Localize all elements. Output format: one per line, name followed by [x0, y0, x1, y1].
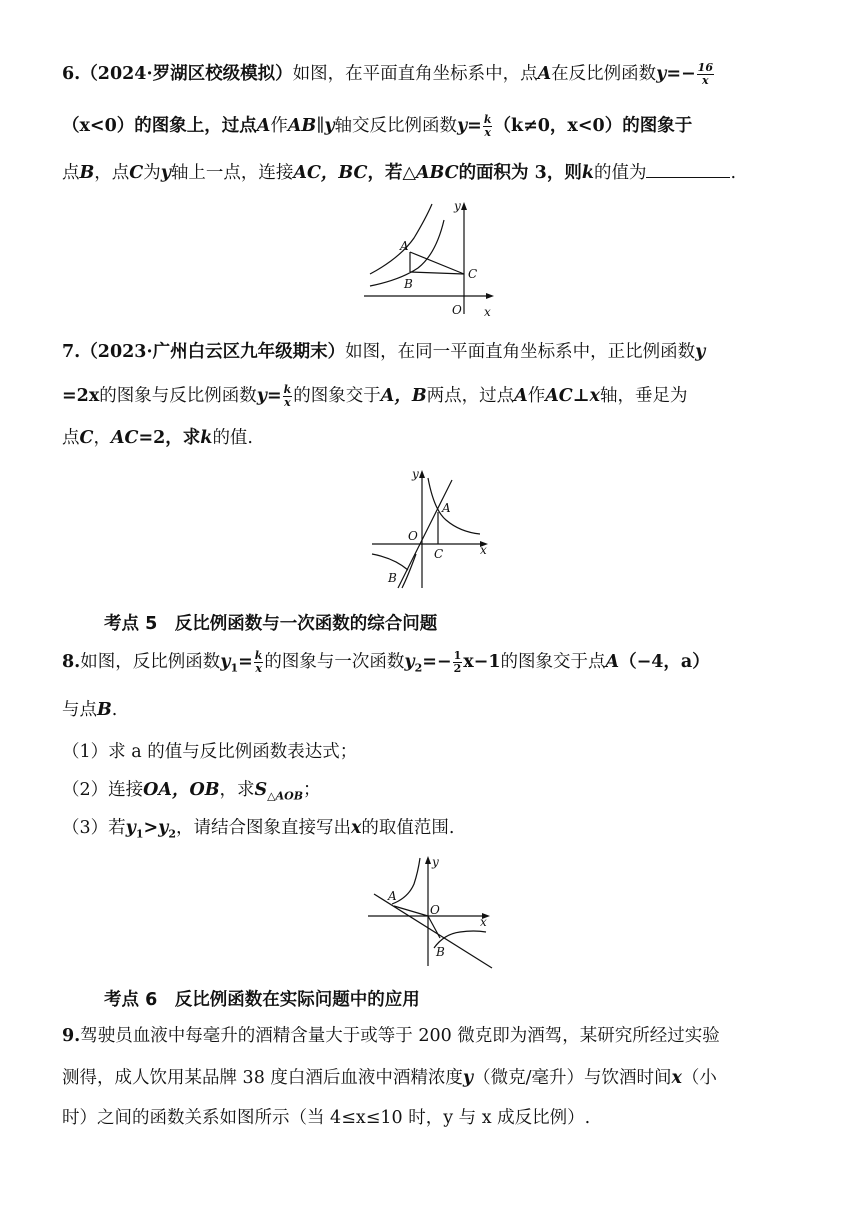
q7-text: 点 — [62, 428, 80, 448]
q7-func-fraction — [283, 384, 293, 409]
q6-text: 点 — [62, 163, 80, 183]
q9-text: 驾驶员血液中每毫升的酒精含量大于或等于 200 微克即为酒驾，某研究所经过实验 — [80, 1026, 720, 1046]
q6-text: 的值为 — [593, 163, 647, 183]
q6-text: 轴交反比例函数 — [334, 116, 457, 136]
y-axis-arrow — [419, 470, 425, 478]
label-B: B — [404, 277, 413, 291]
denominator: x — [484, 126, 491, 139]
q6-text: （k≠0，x<0）的图象于 — [493, 116, 693, 136]
label-A: A — [442, 501, 451, 515]
q8-figure — [364, 852, 496, 972]
numerator: k — [283, 383, 292, 396]
q9-text: （小 — [681, 1068, 717, 1088]
label-A: A — [388, 889, 397, 903]
q6-func2-fraction — [483, 114, 493, 139]
q7-func: =2x — [62, 386, 100, 406]
label-C: C — [468, 267, 478, 281]
q6-line-2 — [62, 114, 692, 139]
y2-var: y — [158, 818, 169, 838]
q6-text: ，点 — [94, 163, 130, 183]
triangle-ABC: ABC — [415, 163, 459, 183]
segment-OA — [394, 906, 428, 916]
q9-text: （微克/毫升）与饮酒时间 — [473, 1068, 672, 1088]
point-A: A — [256, 116, 271, 136]
denominator: x — [284, 396, 291, 409]
k-var: k — [581, 163, 594, 183]
q8-text: ，求 — [219, 780, 255, 800]
label-B: B — [388, 571, 397, 585]
numerator: k — [483, 113, 492, 126]
q8-part-3 — [62, 816, 454, 847]
q8-text: （2）连接 — [62, 780, 144, 800]
area-subscript: △AOB — [267, 789, 304, 803]
point-B: B — [97, 700, 112, 720]
q8-part-1: （1）求 a 的值与反比例函数表达式； — [62, 742, 358, 762]
q6-figure — [360, 196, 500, 322]
q7-text: 的值. — [212, 428, 254, 448]
q8-text: 与点 — [62, 700, 97, 720]
q9-line-3: 时）之间的函数关系如图所示（当 4≤x≤10 时，y 与 x 成反比例）. — [62, 1108, 591, 1128]
q6-number: 6. — [62, 64, 81, 84]
equals: = — [238, 652, 253, 672]
q6-line-1 — [62, 62, 715, 87]
y2-var: y — [404, 652, 415, 672]
q6-text: 轴上一点，连接 — [170, 163, 294, 183]
label-C: C — [434, 547, 444, 561]
q7-text: 的图象交于 — [293, 386, 381, 406]
half-fraction — [453, 650, 463, 675]
answer-blank — [646, 160, 730, 178]
label-x: x — [480, 543, 487, 557]
point-A: A — [605, 652, 620, 672]
greater-than: > — [143, 818, 159, 838]
q6-source: （2024·罗湖区校级模拟） — [80, 64, 293, 84]
q8-text: 如图，反比例函数 — [80, 652, 221, 672]
label-O: O — [430, 903, 440, 917]
equals-minus: =− — [422, 652, 452, 672]
q7-source: （2023·广州白云区九年级期末） — [80, 342, 346, 362]
y1-var: y — [220, 652, 231, 672]
q8-text: ； — [303, 780, 321, 800]
q9-line-2 — [62, 1066, 717, 1090]
q7-text: 的图象与反比例函数 — [99, 386, 257, 406]
q8-text: 的图象与一次函数 — [264, 652, 405, 672]
q7-line-2 — [62, 384, 687, 409]
q8-text: . — [111, 700, 118, 720]
q7-number: 7. — [62, 342, 81, 362]
q6-text: 为 — [143, 163, 161, 183]
parallel-symbol: ∥ — [316, 116, 325, 136]
perp-AC: AC⊥x — [545, 386, 600, 406]
q7-text: ， — [93, 428, 111, 448]
q8-func-fraction — [254, 650, 264, 675]
label-x: x — [484, 305, 491, 319]
subscript: 1 — [230, 661, 239, 675]
q6-func2-lhs: y= — [457, 116, 482, 136]
point-A: A — [514, 386, 528, 406]
y-axis-arrow — [425, 856, 431, 864]
q6-text: . — [730, 163, 737, 183]
label-B: B — [436, 945, 445, 959]
segment-AC: AC — [110, 428, 139, 448]
q8-line-2 — [62, 698, 117, 722]
point-B: B — [79, 163, 95, 183]
q8-number: 8. — [62, 652, 81, 672]
hyperbola-branch-2b — [372, 554, 408, 570]
q6-text: （x<0）的图象上，过点 — [62, 116, 257, 136]
q7-text: 如图，在同一平面直角坐标系中，正比例函数 — [345, 342, 696, 362]
hyperbola-branch-1 — [428, 478, 480, 534]
q7-text: 两点，过点 — [426, 386, 515, 406]
q8-text: ，请结合图象直接写出 — [175, 818, 351, 838]
q6-text: 作 — [270, 116, 288, 136]
point-A-coords: （−4，a） — [619, 652, 710, 672]
q8-text: 的取值范围. — [361, 818, 455, 838]
points-A-B: A，B — [380, 386, 427, 406]
q8-text: 的图象交于点 — [500, 652, 606, 672]
x-var: x — [350, 818, 362, 838]
q6-text: 在反比例函数 — [551, 64, 657, 84]
linear-expr: x−1 — [463, 652, 501, 672]
point-C: C — [129, 163, 144, 183]
numerator: 16 — [697, 61, 713, 74]
y-var: y — [462, 1068, 474, 1088]
numerator: 1 — [453, 649, 462, 662]
q7-text: 作 — [527, 386, 546, 406]
q8-text: （3）若 — [62, 818, 126, 838]
hyperbola-branch-2a — [402, 554, 416, 588]
line-y-2x — [398, 480, 452, 588]
y-var: y — [324, 116, 335, 136]
q6-line-3 — [62, 160, 736, 185]
q7-text: 轴，垂足为 — [599, 386, 688, 406]
numerator: k — [254, 649, 263, 662]
label-O: O — [452, 303, 462, 317]
q6-text: 的面积为 3，则 — [458, 163, 582, 183]
q9-number: 9. — [62, 1026, 81, 1046]
section-6-heading: 考点 6 反比例函数在实际问题中的应用 — [104, 990, 420, 1010]
y-axis-arrow — [461, 202, 467, 210]
subscript: 1 — [135, 827, 144, 841]
label-y: y — [412, 467, 419, 481]
label-O: O — [408, 529, 418, 543]
point-C: C — [79, 428, 94, 448]
subscript: 2 — [168, 827, 176, 841]
q7-figure — [368, 464, 496, 594]
subscript: 2 — [414, 661, 423, 675]
q7-text: =2，求 — [138, 428, 201, 448]
y1-var: y — [125, 818, 136, 838]
denominator: x — [255, 662, 262, 675]
label-y: y — [454, 199, 461, 213]
segment-BC — [410, 272, 464, 274]
q8-part-2 — [62, 778, 321, 809]
area-S: S — [254, 780, 268, 800]
q7-func-lhs: y= — [256, 386, 282, 406]
x-var: x — [671, 1068, 682, 1088]
denominator: x — [702, 74, 709, 87]
q6-func1-lhs: y=− — [656, 64, 696, 84]
x-axis-arrow — [486, 293, 494, 299]
label-y: y — [432, 855, 439, 869]
segment-OB — [428, 916, 440, 938]
q6-func1-fraction — [697, 62, 714, 87]
q9-line-1 — [62, 1024, 720, 1048]
section-5-heading: 考点 5 反比例函数与一次函数的综合问题 — [104, 614, 438, 634]
q8-line-1 — [62, 650, 710, 681]
segments-AC-BC: AC，BC — [293, 163, 368, 183]
k-var: k — [200, 428, 213, 448]
segment-AB: AB — [287, 116, 317, 136]
q7-line-1 — [62, 340, 705, 364]
q6-text: ，若△ — [367, 163, 416, 183]
segment-AC — [410, 252, 464, 274]
q7-line-3 — [62, 426, 253, 450]
y-var: y — [695, 342, 706, 362]
y-var: y — [160, 163, 171, 183]
denominator: 2 — [453, 662, 462, 675]
q9-text: 测得，成人饮用某品牌 38 度白酒后血液中酒精浓度 — [62, 1068, 463, 1088]
label-x: x — [480, 915, 487, 929]
point-A: A — [537, 64, 552, 84]
label-A: A — [400, 239, 409, 253]
segments-OA-OB: OA，OB — [143, 780, 220, 800]
q6-text: 如图，在平面直角坐标系中，点 — [292, 64, 538, 84]
